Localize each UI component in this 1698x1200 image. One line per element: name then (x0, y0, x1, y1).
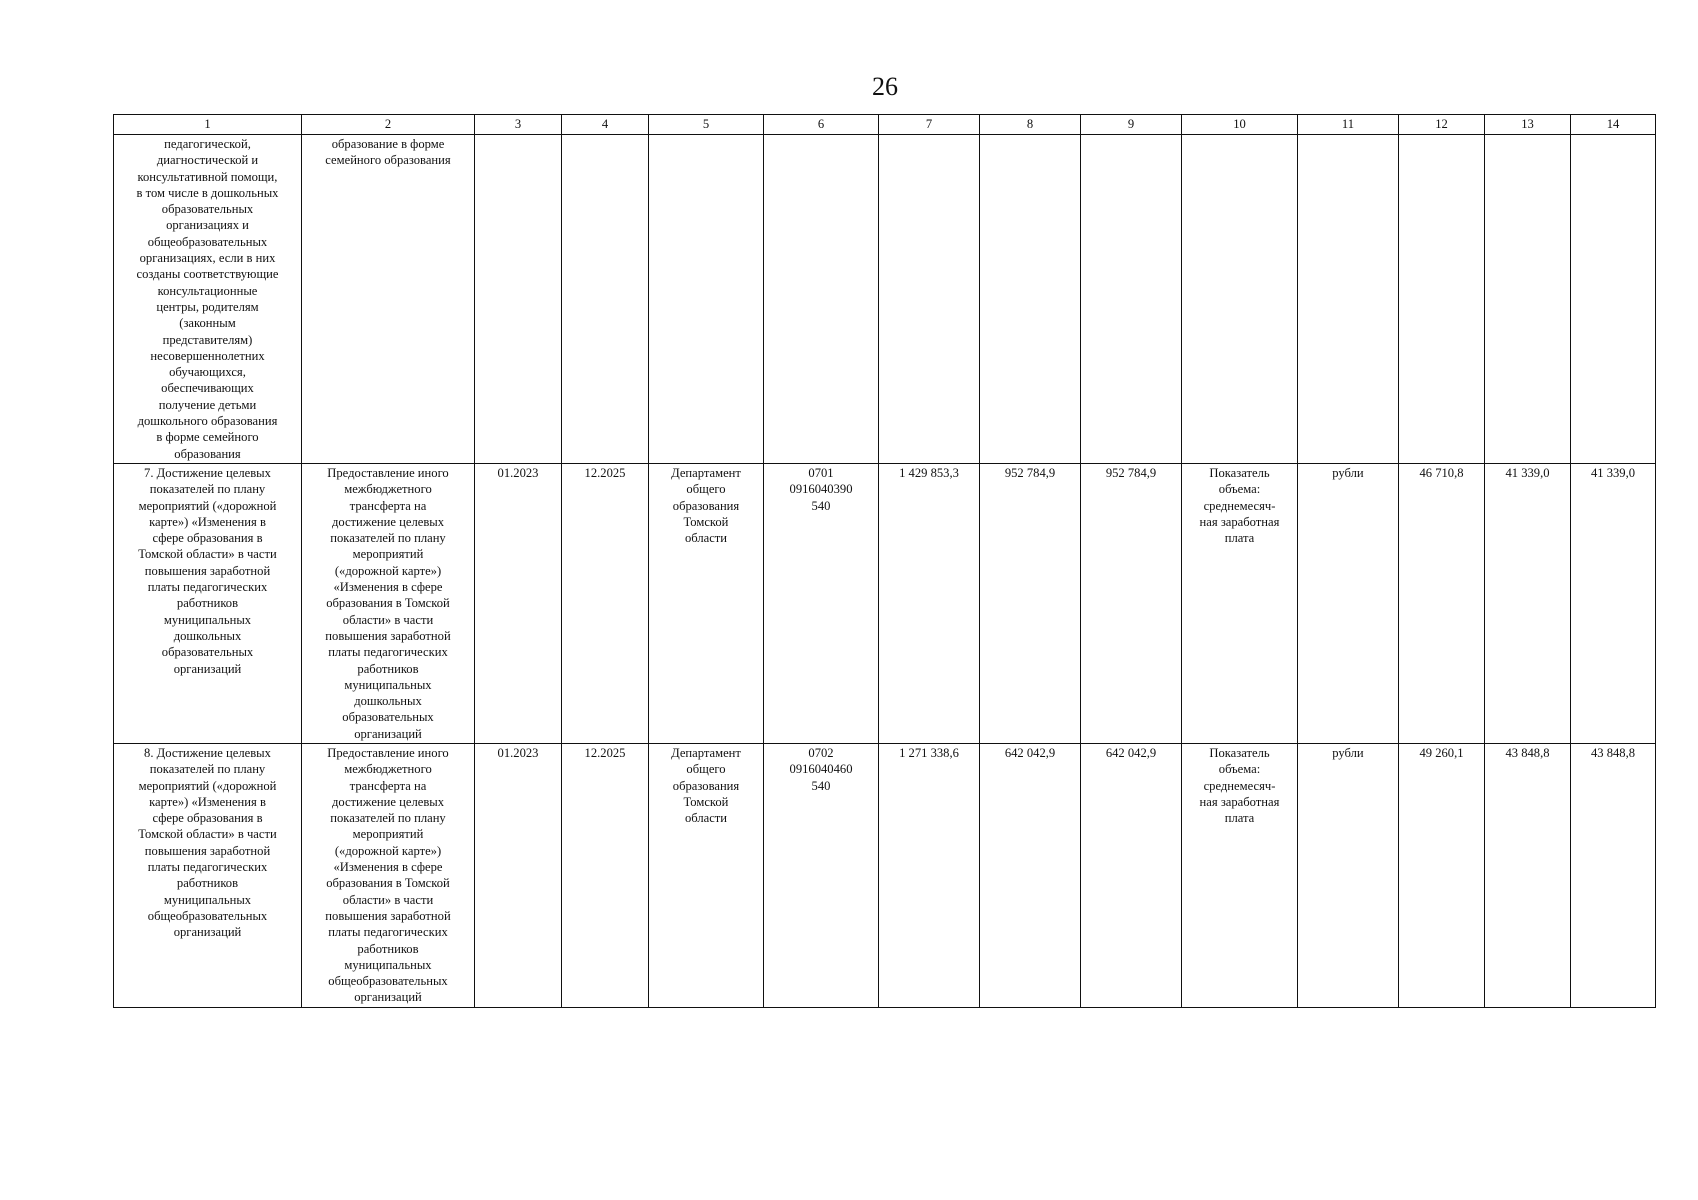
table-cell: 43 848,8 (1571, 743, 1656, 1007)
column-header: 5 (649, 115, 764, 135)
table-cell: Показатель объема: среднемесяч- ная заработная плата (1182, 743, 1298, 1007)
table-cell (1081, 135, 1182, 464)
table-cell: 41 339,0 (1571, 463, 1656, 743)
table-cell: 7. Достижение целевых показателей по плану мероприятий («дорожной карте») «Изменения в сфере образования в Томской области» в части повышения заработной платы педагогических работников муниципальных дошкольных образовательных организаций (114, 463, 302, 743)
table-row (114, 463, 1656, 743)
table-cell (764, 135, 879, 464)
table-cell (980, 135, 1081, 464)
table-cell (1298, 135, 1399, 464)
column-header: 3 (475, 115, 562, 135)
column-header: 10 (1182, 115, 1298, 135)
table-cell: 41 339,0 (1485, 463, 1571, 743)
table-header-row (114, 115, 1656, 135)
column-header: 11 (1298, 115, 1399, 135)
table-cell (562, 135, 649, 464)
column-header: 1 (114, 115, 302, 135)
table-cell: 1 429 853,3 (879, 463, 980, 743)
table-cell: 642 042,9 (980, 743, 1081, 1007)
page-number: 26 (872, 72, 898, 101)
table-row (114, 135, 1656, 464)
table-cell: 12.2025 (562, 463, 649, 743)
table-cell: 0702 0916040460 540 (764, 743, 879, 1007)
table-cell (1485, 135, 1571, 464)
column-header: 14 (1571, 115, 1656, 135)
table-cell: 12.2025 (562, 743, 649, 1007)
column-header: 6 (764, 115, 879, 135)
table-cell: 43 848,8 (1485, 743, 1571, 1007)
table-cell: 01.2023 (475, 463, 562, 743)
table-cell: 0701 0916040390 540 (764, 463, 879, 743)
table-cell: рубли (1298, 463, 1399, 743)
table-cell: 642 042,9 (1081, 743, 1182, 1007)
column-header: 4 (562, 115, 649, 135)
table-cell: Департамент общего образования Томской области (649, 463, 764, 743)
data-table (113, 114, 1656, 1008)
column-header: 12 (1399, 115, 1485, 135)
table-row (114, 743, 1656, 1007)
table-cell: Показатель объема: среднемесяч- ная заработная плата (1182, 463, 1298, 743)
table-cell (1182, 135, 1298, 464)
table-cell (649, 135, 764, 464)
column-header: 8 (980, 115, 1081, 135)
table-cell: образование в форме семейного образования (302, 135, 475, 464)
table-cell: Предоставление иного межбюджетного трансферта на достижение целевых показателей по плану мероприятий («дорожной карте») «Изменения в сфере образования в Томской области» в части повышения заработной платы педагогических работников муниципальных дошкольных образовательных организаций (302, 463, 475, 743)
table-cell: 01.2023 (475, 743, 562, 1007)
table-cell: педагогической, диагностической и консультативной помощи, в том числе в дошкольных образовательных организациях и общеобразовательных организациях, если в них созданы соответствующие консультационные центры, родителям (законным представителям) несовершеннолетних обучающихся, обеспечивающих получение детьми дошкольного образования в форме семейного образования (114, 135, 302, 464)
column-header: 9 (1081, 115, 1182, 135)
table-cell (1399, 135, 1485, 464)
table-cell: 49 260,1 (1399, 743, 1485, 1007)
column-header: 2 (302, 115, 475, 135)
column-header: 13 (1485, 115, 1571, 135)
table-cell (879, 135, 980, 464)
table-cell (1571, 135, 1656, 464)
table-cell: 952 784,9 (980, 463, 1081, 743)
table-cell: Департамент общего образования Томской области (649, 743, 764, 1007)
table-cell: Предоставление иного межбюджетного трансферта на достижение целевых показателей по плану мероприятий («дорожной карте») «Изменения в сфере образования в Томской области» в части повышения заработной платы педагогических работников муниципальных общеобразовательных организаций (302, 743, 475, 1007)
table-cell (475, 135, 562, 464)
table-cell: 1 271 338,6 (879, 743, 980, 1007)
table-cell: 8. Достижение целевых показателей по плану мероприятий («дорожной карте») «Изменения в сфере образования в Томской области» в части повышения заработной платы педагогических работников муниципальных общеобразовательных организаций (114, 743, 302, 1007)
table-cell: рубли (1298, 743, 1399, 1007)
table-cell: 46 710,8 (1399, 463, 1485, 743)
column-header: 7 (879, 115, 980, 135)
table-cell: 952 784,9 (1081, 463, 1182, 743)
